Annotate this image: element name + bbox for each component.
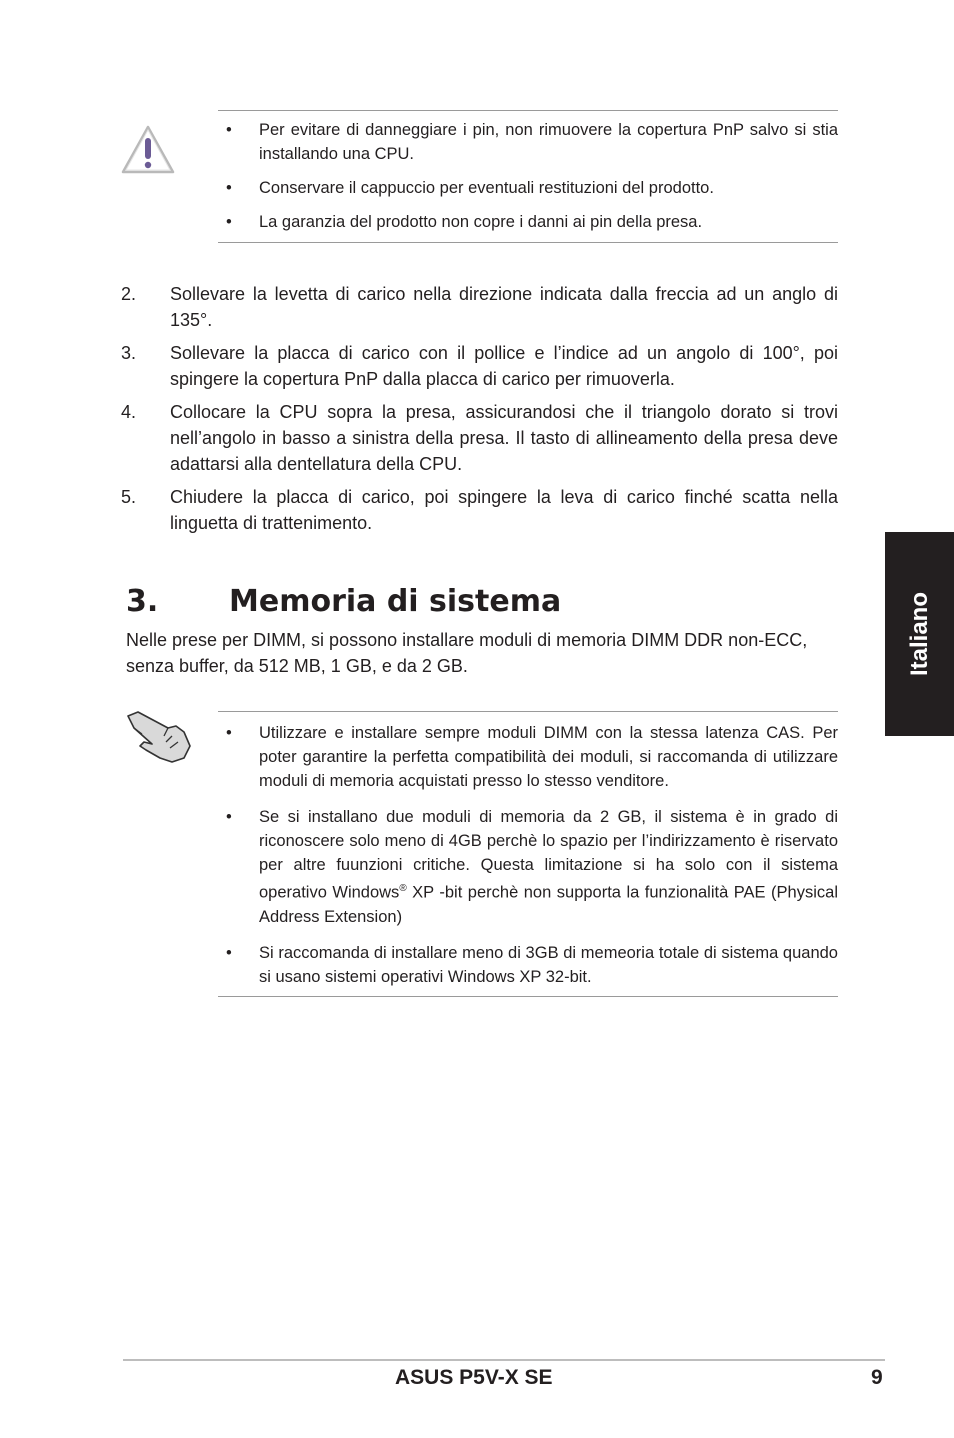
step-number: 3. — [121, 343, 137, 363]
bullet-dot: • — [226, 121, 232, 139]
section-title: Memoria di sistema — [229, 584, 562, 619]
warning-triangle-icon — [120, 124, 176, 176]
caution-item-text: Conservare il cappuccio per eventuali restituzioni del prodotto. — [259, 179, 714, 197]
note-text-before: Se si installano due moduli di memoria da 2 GB, il sistema è in grado di riconoscere solo meno di 4GB perchè lo spazio per l’indirizzamento è riservato per altre fuunzioni critiche. Questa limitazione si ha solo con il sistema operativo Windows — [259, 808, 838, 902]
note-box — [218, 721, 838, 989]
step-text: Sollevare la levetta di carico nella direzione indicata dalla freccia ad un anglo di 135°. — [170, 284, 838, 330]
footer-title: ASUS P5V-X SE — [395, 1366, 553, 1389]
step-item — [121, 281, 838, 333]
note-item-text: Si raccomanda di installare meno di 3GB di memeoria totale di sistema quando si usano sistemi operativi Windows XP 32-bit. — [259, 943, 838, 986]
note-item — [218, 805, 838, 929]
step-list — [121, 281, 838, 543]
section-number: 3. — [126, 584, 159, 619]
step-number: 5. — [121, 487, 137, 507]
caution-item — [218, 176, 838, 200]
step-number: 2. — [121, 284, 137, 304]
note-item — [218, 941, 838, 989]
step-item — [121, 399, 838, 477]
bullet-dot: • — [226, 724, 232, 742]
pointing-hand-icon — [124, 706, 194, 764]
caution-bottom-rule — [218, 242, 838, 243]
note-item — [218, 721, 838, 793]
bullet-dot: • — [226, 179, 232, 197]
caution-top-rule — [218, 110, 838, 111]
language-side-tab — [885, 532, 954, 736]
note-text-after: XP -bit perchè non supporta la funzionalità PAE (Physical Address Extension) — [259, 883, 838, 926]
step-item — [121, 484, 838, 536]
step-number: 4. — [121, 402, 137, 422]
section-intro: Nelle prese per DIMM, si possono installare moduli di memoria DIMM DDR non-ECC, senza buffer, da 512 MB, 1 GB, e da 2 GB. — [126, 630, 808, 676]
note-bottom-rule — [218, 996, 838, 997]
caution-box — [218, 118, 838, 234]
caution-item-text: La garanzia del prodotto non copre i danni ai pin della presa. — [259, 213, 703, 231]
step-item — [121, 340, 838, 392]
step-text: Sollevare la placca di carico con il pollice e l’indice ad un angolo di 100°, poi spingere la copertura PnP dalla placca di carico per rimuoverla. — [170, 343, 838, 389]
page-number: 9 — [871, 1366, 883, 1389]
caution-item — [218, 210, 838, 234]
note-item-text: Utilizzare e installare sempre moduli DIMM con la stessa latenza CAS. Per poter garantire la perfetta compatibilità dei moduli, si raccomanda di utilizzare moduli di memoria acquistati presso lo stesso venditore. — [259, 724, 838, 790]
step-text: Chiudere la placca di carico, poi spingere la leva di carico finché scatta nella linguetta di trattenimento. — [170, 487, 838, 533]
registered-mark: ® — [399, 883, 407, 894]
step-text: Collocare la CPU sopra la presa, assicurandosi che il triangolo dorato si trovi nell’angolo in basso a sinistra della presa. Il tasto di allineamento della presa deve adattarsi alla dentellatura della CPU. — [170, 402, 838, 474]
bullet-dot: • — [226, 943, 232, 962]
caution-item — [218, 118, 838, 166]
language-label: Italiano — [905, 591, 933, 677]
section-heading — [126, 583, 561, 621]
bullet-dot: • — [226, 808, 232, 826]
note-top-rule — [218, 711, 838, 712]
bullet-dot: • — [226, 213, 232, 231]
note-item-text — [259, 805, 838, 929]
caution-item-text: Per evitare di danneggiare i pin, non rimuovere la copertura PnP salvo si stia installando una CPU. — [259, 121, 838, 163]
footer-rule — [123, 1359, 885, 1361]
